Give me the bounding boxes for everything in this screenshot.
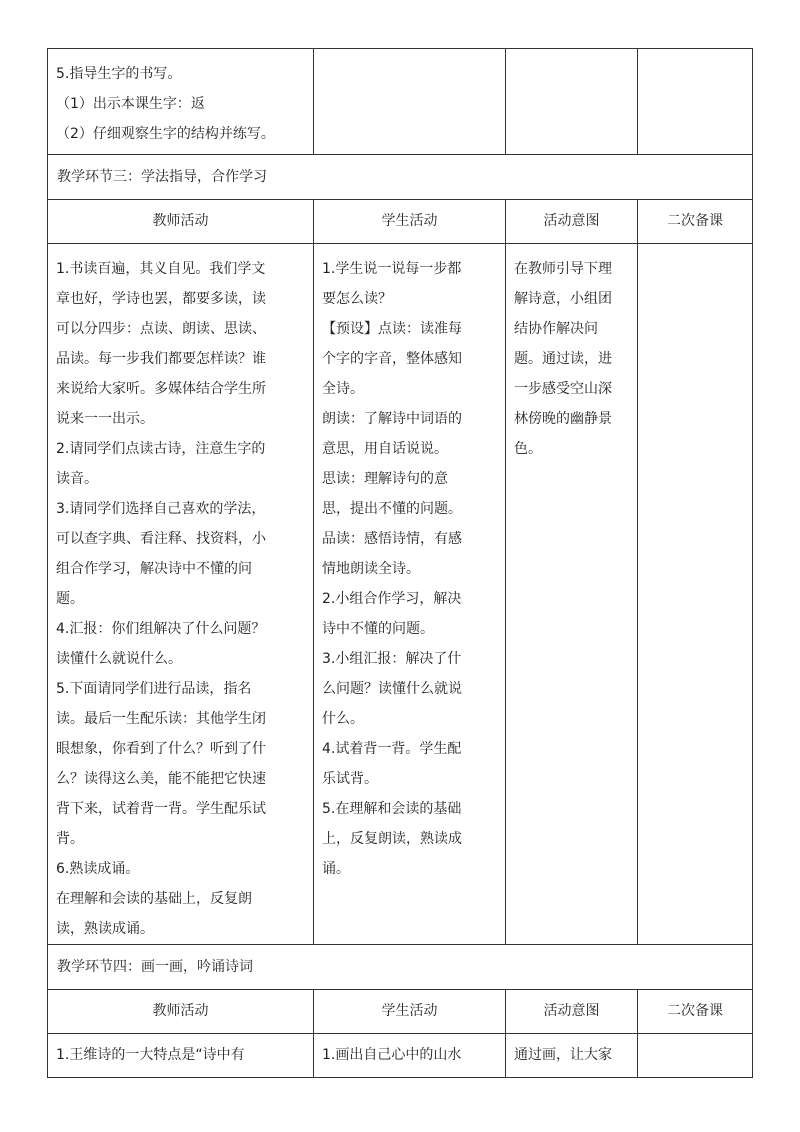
student-activity-text	[314, 244, 505, 884]
text-line: 读音。	[56, 471, 98, 487]
text-line: 品读。每一步我们都要怎样读？谁	[56, 351, 266, 367]
text-line: 说来一一出示。	[56, 411, 154, 427]
second-prep-cell	[638, 1034, 753, 1078]
text-line: 品读：感悟诗情，有感	[322, 531, 462, 547]
header-activity-intent: 活动意图	[506, 990, 638, 1034]
text-line: 读懂什么就说什么。	[56, 651, 182, 667]
text-line: 个字的字音，整体感知	[322, 351, 462, 367]
header-teacher-activity: 教师活动	[48, 990, 314, 1034]
text-line: 1.画出自己心中的山水	[322, 1047, 462, 1063]
text-line: 组合作学习，解决诗中不懂的问	[56, 561, 252, 577]
empty-cell	[506, 49, 638, 155]
header-second-prep: 二次备课	[638, 200, 753, 244]
text-line: 1.学生说一说每一步都	[322, 261, 462, 277]
text-line: 思，提出不懂的问题。	[322, 501, 462, 517]
text-line: 思读：理解诗句的意	[322, 471, 448, 487]
activity-intent-text	[506, 244, 637, 464]
text-line: 1.书读百遍，其义自见。我们学文	[56, 261, 266, 277]
text-line: 3.小组汇报：解决了什	[322, 651, 462, 667]
text-line: 2.小组合作学习，解决	[322, 591, 462, 607]
text-line: 上，反复朗读，熟读成	[322, 831, 462, 847]
text-line: 眼想象，你看到了什么？听到了什	[56, 741, 266, 757]
text-line: 色。	[514, 441, 542, 457]
text-line: 在理解和会读的基础上，反复朗	[56, 891, 252, 907]
text-line: 朗读：了解诗中词语的	[322, 411, 462, 427]
text-line: 3.请同学们选择自己喜欢的学法，	[56, 501, 266, 517]
text-line: 么问题？读懂什么就说	[322, 681, 462, 697]
section-4-title-row	[48, 945, 753, 990]
lesson-plan-table	[47, 48, 753, 1078]
text-line: 1.王维诗的一大特点是“诗中有	[56, 1047, 245, 1063]
text-line: 诗中不懂的问题。	[322, 621, 434, 637]
teacher-activity-text	[48, 244, 313, 944]
text-line: 情地朗读全诗。	[322, 561, 420, 577]
text-line: 读。最后一生配乐读：其他学生闭	[56, 711, 266, 727]
text-line: 读，熟读成诵。	[56, 921, 154, 937]
header-activity-intent: 活动意图	[506, 200, 638, 244]
text-line: （1）出示本课生字：返	[56, 96, 205, 112]
header-student-activity: 学生活动	[314, 200, 506, 244]
text-line: 题。通过读，进	[514, 351, 612, 367]
section-3-title-row	[48, 155, 753, 200]
empty-cell	[638, 49, 753, 155]
text-line: 5.下面请同学们进行品读，指名	[56, 681, 252, 697]
text-line: 一步感受空山深	[514, 381, 612, 397]
text-line: 题。	[56, 591, 84, 607]
text-line: 背下来，试着背一背。学生配乐试	[56, 801, 266, 817]
text-line: 4.汇报：你们组解决了什么问题？	[56, 621, 266, 637]
section-4-header-row	[48, 990, 753, 1034]
student-activity-cell	[314, 1034, 506, 1078]
text-line: 么？读得这么美，能不能把它快速	[56, 771, 266, 787]
student-activity-cell	[314, 244, 506, 945]
writing-guidance-row	[48, 49, 753, 155]
text-line: 背。	[56, 831, 84, 847]
activity-intent-cell	[506, 1034, 638, 1078]
header-student-activity: 学生活动	[314, 990, 506, 1034]
text-line: 可以分四步：点读、朗读、思读、	[56, 321, 266, 337]
text-line: 5.指导生字的书写。	[56, 66, 182, 82]
section-3-title: 教学环节三：学法指导，合作学习	[57, 169, 267, 185]
text-line: 解诗意，小组团	[514, 291, 612, 307]
text-line: 4.试着背一背。学生配	[322, 741, 462, 757]
section-3-content-row	[48, 244, 753, 945]
text-line: 要怎么读？	[322, 291, 392, 307]
empty-cell	[314, 49, 506, 155]
header-teacher-activity: 教师活动	[48, 200, 314, 244]
text-line: 全诗。	[322, 381, 364, 397]
second-prep-cell	[638, 244, 753, 945]
text-line: 什么。	[322, 711, 364, 727]
writing-guidance-cell	[48, 49, 314, 155]
text-line: 在教师引导下理	[514, 261, 612, 277]
text-line: 来说给大家听。多媒体结合学生所	[56, 381, 266, 397]
header-second-prep: 二次备课	[638, 990, 753, 1034]
section-3-title-cell	[48, 155, 753, 200]
section-4-title-cell	[48, 945, 753, 990]
text-line: 可以查字典、看注释、找资料，小	[56, 531, 266, 547]
text-line: 【预设】点读：读准每	[322, 321, 462, 337]
teacher-activity-cell	[48, 1034, 314, 1078]
text-line: 诵。	[322, 861, 350, 877]
text-line: 结协作解决问	[514, 321, 598, 337]
text-line: 章也好，学诗也罢，都要多读，读	[56, 291, 266, 307]
section-3-header-row	[48, 200, 753, 244]
writing-guidance-text	[48, 49, 313, 149]
text-line: 林傍晚的幽静景	[514, 411, 612, 427]
text-line: （2）仔细观察生字的结构并练写。	[56, 126, 275, 142]
text-line: 5.在理解和会读的基础	[322, 801, 462, 817]
text-line: 6.熟读成诵。	[56, 861, 140, 877]
text-line: 意思，用自话说说。	[322, 441, 448, 457]
section-4-content-row	[48, 1034, 753, 1078]
teacher-activity-cell	[48, 244, 314, 945]
text-line: 通过画，让大家	[514, 1047, 612, 1063]
text-line: 乐试背。	[322, 771, 378, 787]
activity-intent-cell	[506, 244, 638, 945]
section-4-title: 教学环节四：画一画，吟诵诗词	[57, 959, 253, 975]
text-line: 2.请同学们点读古诗，注意生字的	[56, 441, 266, 457]
